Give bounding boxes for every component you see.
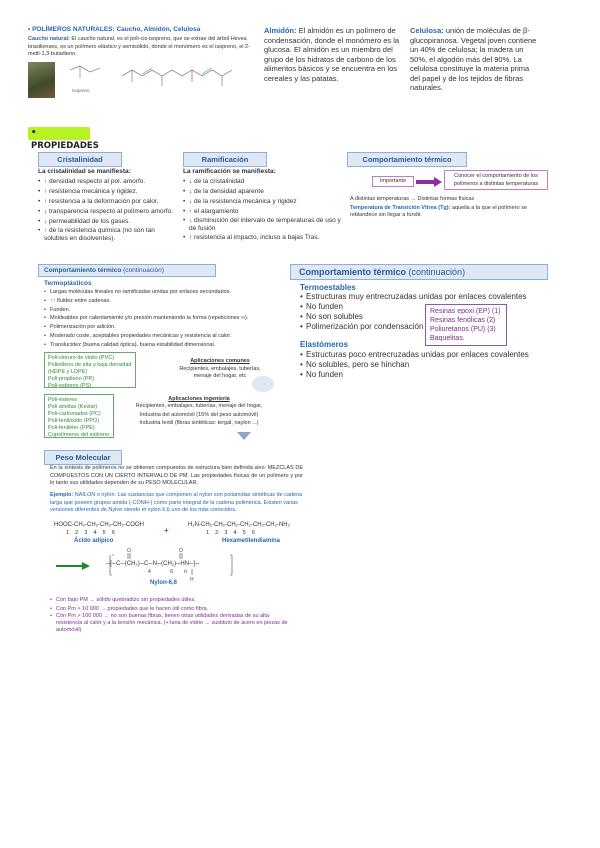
celulosa-text: unión de moléculas de β-glucopiranosa. Vegetal joven contiene un 40% de celulosa; la madera un 50%, el algodón más del 90%. La celulosa constituye la materia prima del papel y de los tejidos de fibras naturales. bbox=[410, 26, 537, 92]
cloud-decoration bbox=[252, 376, 274, 392]
plus-sign: + bbox=[164, 526, 169, 535]
cristalinidad-section bbox=[38, 168, 178, 243]
rubber-tree-image bbox=[28, 62, 55, 98]
aplicaciones-comunes-heading: Aplicaciones comunes bbox=[190, 358, 250, 364]
list-item: • Moldeables por calentamiento y/o presión manteniendo la forma (repeticiones ∞). bbox=[44, 314, 284, 323]
ramificacion-list bbox=[183, 177, 348, 243]
list-item: • Estructuras muy entrecruzadas unidas por enlaces covalentes bbox=[300, 292, 560, 302]
resinas-box: Resinas epoxi (EP) (1) Resinas fenólicas (2) Poliuretanos (PU) (3) Baquelitas. bbox=[425, 304, 507, 346]
comp-termico3-label: Comportamiento térmico (continuación) bbox=[290, 264, 548, 280]
celulosa-block bbox=[410, 26, 538, 93]
list-item: • No solubles, pero se hinchan bbox=[300, 360, 560, 370]
acido-formula: HOOC-CH₂-CH₂-CH₂-CH₂-COOH bbox=[54, 522, 144, 528]
termoplasticos-heading: Termoplásticos bbox=[44, 280, 92, 287]
list-item: • ↓ de la densidad aparente bbox=[183, 187, 348, 197]
importante-box: Importante bbox=[372, 176, 414, 187]
elastomeros-section bbox=[300, 340, 560, 380]
ejemplo-text: NAILON o nylón. Las sustancias que componen al nylon son poliamidas sintéticas de cadena larga que poseen grupos amida (-CONH-) como parte integral de la cadena polimérica. Existen varias versiones diferentes de Nylon siendo el nylon 6,6 uno de los más conocidos. bbox=[50, 492, 303, 513]
list-item: • No son solubles bbox=[300, 312, 560, 322]
hexa-formula: H₂N-CH₂-CH₂-CH₂-CH₂-CH₂-CH₂-NH₂ bbox=[188, 522, 290, 528]
peso-para1: En la síntesis de polímeros no se obtienen compuestos de estructura bien definida sino: MEZCLAS DE COMPUESTOS CON UN CIERTO INTERVALO DE PM. Las propiedades físicas de un polímero y por lo tanto sus utilidades dependen de su PESO MOLECULAR. bbox=[50, 465, 303, 486]
caucho-label: Caucho natural: bbox=[28, 36, 70, 42]
acido-label: Ácido adípico bbox=[74, 538, 114, 544]
reaction-arrow-icon bbox=[56, 562, 90, 570]
list-item: • Estructuras poco entrecruzadas unidas por enlaces covalentes bbox=[300, 350, 560, 360]
aplicaciones-comunes bbox=[178, 358, 262, 380]
elastomeros-list bbox=[300, 350, 560, 380]
list-item: • No funden bbox=[300, 370, 560, 380]
tg-definition bbox=[350, 205, 550, 219]
list-item: • ↑ resistencia al impacto, incluso a bajas Tras. bbox=[183, 233, 348, 243]
list-item: • ↑ densidad respecto al pol. amorfo. bbox=[38, 177, 178, 187]
list-item: • ↑ resistencia a la deformación por calor. bbox=[38, 197, 178, 207]
nylon-label: Nylon-6,6 bbox=[150, 580, 178, 586]
elastomeros-heading: Elastómeros bbox=[300, 340, 349, 349]
ingenieria-examples-box: Poli-ésteres Poli amidas (Kevlar) Poli-carbonados (PC) Poli-fenilóxido (PPO) Poli-feniléter (PPE) Copolímeros del estireno bbox=[44, 394, 114, 438]
list-item: • Polimerización por condensación bbox=[300, 322, 560, 332]
ejemplo-label: Ejemplo: bbox=[50, 492, 74, 498]
svg-text:O: O bbox=[179, 548, 183, 554]
list-item: • ↓ de la resistencia mecánica y rigidez bbox=[183, 197, 348, 207]
cristalinidad-list bbox=[38, 177, 178, 243]
list-item: • ↓ permeabilidad de los gases. bbox=[38, 217, 178, 227]
list-item: • ↑ el alargamiento bbox=[183, 207, 348, 217]
list-item: • ↑ resistencia mecánica y rigidez. bbox=[38, 187, 178, 197]
nylon-formula: ─[─C─(CH₂)─C─N─(CH₂)─HN─]─ bbox=[106, 561, 200, 567]
list-item: • Largas moléculas lineales no ramificadas unidas por enlaces secundarios. bbox=[44, 288, 284, 297]
svg-text:O: O bbox=[127, 548, 131, 554]
svg-text:H: H bbox=[190, 577, 194, 583]
arrow-icon bbox=[416, 177, 442, 187]
caucho-text: El caucho natural, es el poli-cis-isopreno, que se extrae del árbol Hevea brasilienses, es un polímero elástico y semisólido, donde el monómero es el isopreno, el 2-metil-1,3-butadieno. bbox=[28, 36, 250, 57]
list-item: • ↑ de la resistencia química (no son tan solubles en disolventes). bbox=[38, 227, 178, 243]
aplicaciones-ingenieria-heading: Aplicaciones ingeniería bbox=[168, 396, 230, 402]
termoplasticos-section bbox=[44, 280, 284, 350]
acido-numbers: 1 2 3 4 5 6 bbox=[66, 530, 115, 536]
ramificacion-intro: La ramificación se manifiesta: bbox=[183, 168, 276, 175]
peso-list bbox=[50, 596, 290, 634]
list-item: • Con Pm > 100 000 → no son buenas fibras, tienen otras utilidades derivadas de su alta resistencia al calor y a la tensión mecánica. (+ lana de vidrio → sustituto de acero en piezas de automóvil) bbox=[50, 613, 290, 634]
list-item: • ↓ transparencia respecto al polímero amorfo. bbox=[38, 207, 178, 217]
termoestables-heading: Termoestables bbox=[300, 283, 356, 292]
conocer-box: Conocer el comportamiento de los polímeros a distintas temperaturas bbox=[444, 170, 548, 190]
cristalinidad-label: Cristalinidad bbox=[38, 152, 122, 167]
list-item: • Funden. bbox=[44, 306, 284, 315]
termoplasticos-examples-box: Poli-cloruro de vinilo (PVC) Polietileno de alta y baja densidad (HDPE y LDPE) Poli-propileno (PP) Poli-estireno (PS) bbox=[44, 352, 136, 388]
ejemplo-paragraph bbox=[50, 492, 303, 515]
hexa-label: Hexametilendiamina bbox=[222, 538, 281, 544]
comp-termico-line1: A distintas temperaturas → Distintas formas físicas bbox=[350, 196, 475, 202]
list-item: • ↓ de la cristalinidad bbox=[183, 177, 348, 187]
almidon-block bbox=[264, 26, 406, 83]
down-triangle-icon bbox=[237, 432, 251, 440]
comp-termico-label: Comportamiento térmico bbox=[347, 152, 467, 167]
cristalinidad-intro: La cristalinidad se manifiesta: bbox=[38, 168, 131, 175]
aplicaciones-ingenieria: Aplicaciones ingeniería Recipientes, embalajes, tuberías, menaje del hogar, Industria del automóvil (15% del peso automóvil) Industria textil (fibras sintéticas: tergal, naylon ...) bbox=[128, 396, 270, 428]
caucho-paragraph bbox=[28, 36, 258, 59]
natural-polymers-section bbox=[28, 26, 258, 59]
propiedades-title: • PROPIEDADES bbox=[28, 127, 90, 140]
ramificacion-section bbox=[183, 168, 348, 243]
tg-label: Temperatura de Transición Vítrea (Tg): bbox=[350, 205, 451, 211]
list-item: • Con bajo PM → sólido quebradizo sin propiedades útiles. bbox=[50, 596, 290, 605]
natural-polymers-heading: • POLÍMEROS NATURALES: Caucho, Almidón, Celulosa bbox=[28, 26, 201, 33]
hexa-numbers: 1 2 3 4 5 6 bbox=[206, 530, 255, 536]
list-item: • Translucidez (buena calidad óptica), buena estabilidad dimensional. bbox=[44, 341, 284, 350]
list-item: • ↓ disminución del intervalo de temperaturas de uso y de fusión bbox=[183, 217, 348, 233]
isoprene-label: Isopreno bbox=[72, 88, 90, 93]
list-item: • No funden bbox=[300, 302, 560, 312]
nylon-subscripts: 4 6 n bbox=[148, 569, 187, 575]
list-item: • Con Pm > 10 000 → propiedades que le hacen útil como fibra. bbox=[50, 605, 290, 614]
aplicaciones-comunes-text: Recipientes, embalajes, tuberías, menaje del hogar, etc bbox=[179, 366, 261, 379]
list-item: • Moderado coste, aceptables propiedades mecánicas y resistencia al calor. bbox=[44, 332, 284, 341]
isoprene-structure-diagram bbox=[60, 60, 260, 96]
comp-termico2-label: Comportamiento térmico (continuación) bbox=[38, 264, 216, 277]
almidon-text: El almidón es un polímero de condensación, donde el monómero es la glucosa. El almidón es un miembro del grupo de los hidratos de carbono de los alimentos básicos y se encuentra en los cereales y las patatas. bbox=[264, 26, 400, 83]
ramificacion-label: Ramificación bbox=[183, 152, 267, 167]
list-item: • ↑↑ fluidez entre cadenas. bbox=[44, 297, 284, 306]
termoplasticos-list bbox=[44, 288, 284, 350]
tg-text: aquella a la que el polímero se reblandece sin llegar a fundir. bbox=[350, 205, 527, 218]
peso-molecular-label: Peso Molecular bbox=[44, 450, 122, 465]
celulosa-label: Celulosa: bbox=[410, 26, 444, 35]
almidon-label: Almidón: bbox=[264, 26, 297, 35]
list-item: • Polimerización por adición. bbox=[44, 323, 284, 332]
